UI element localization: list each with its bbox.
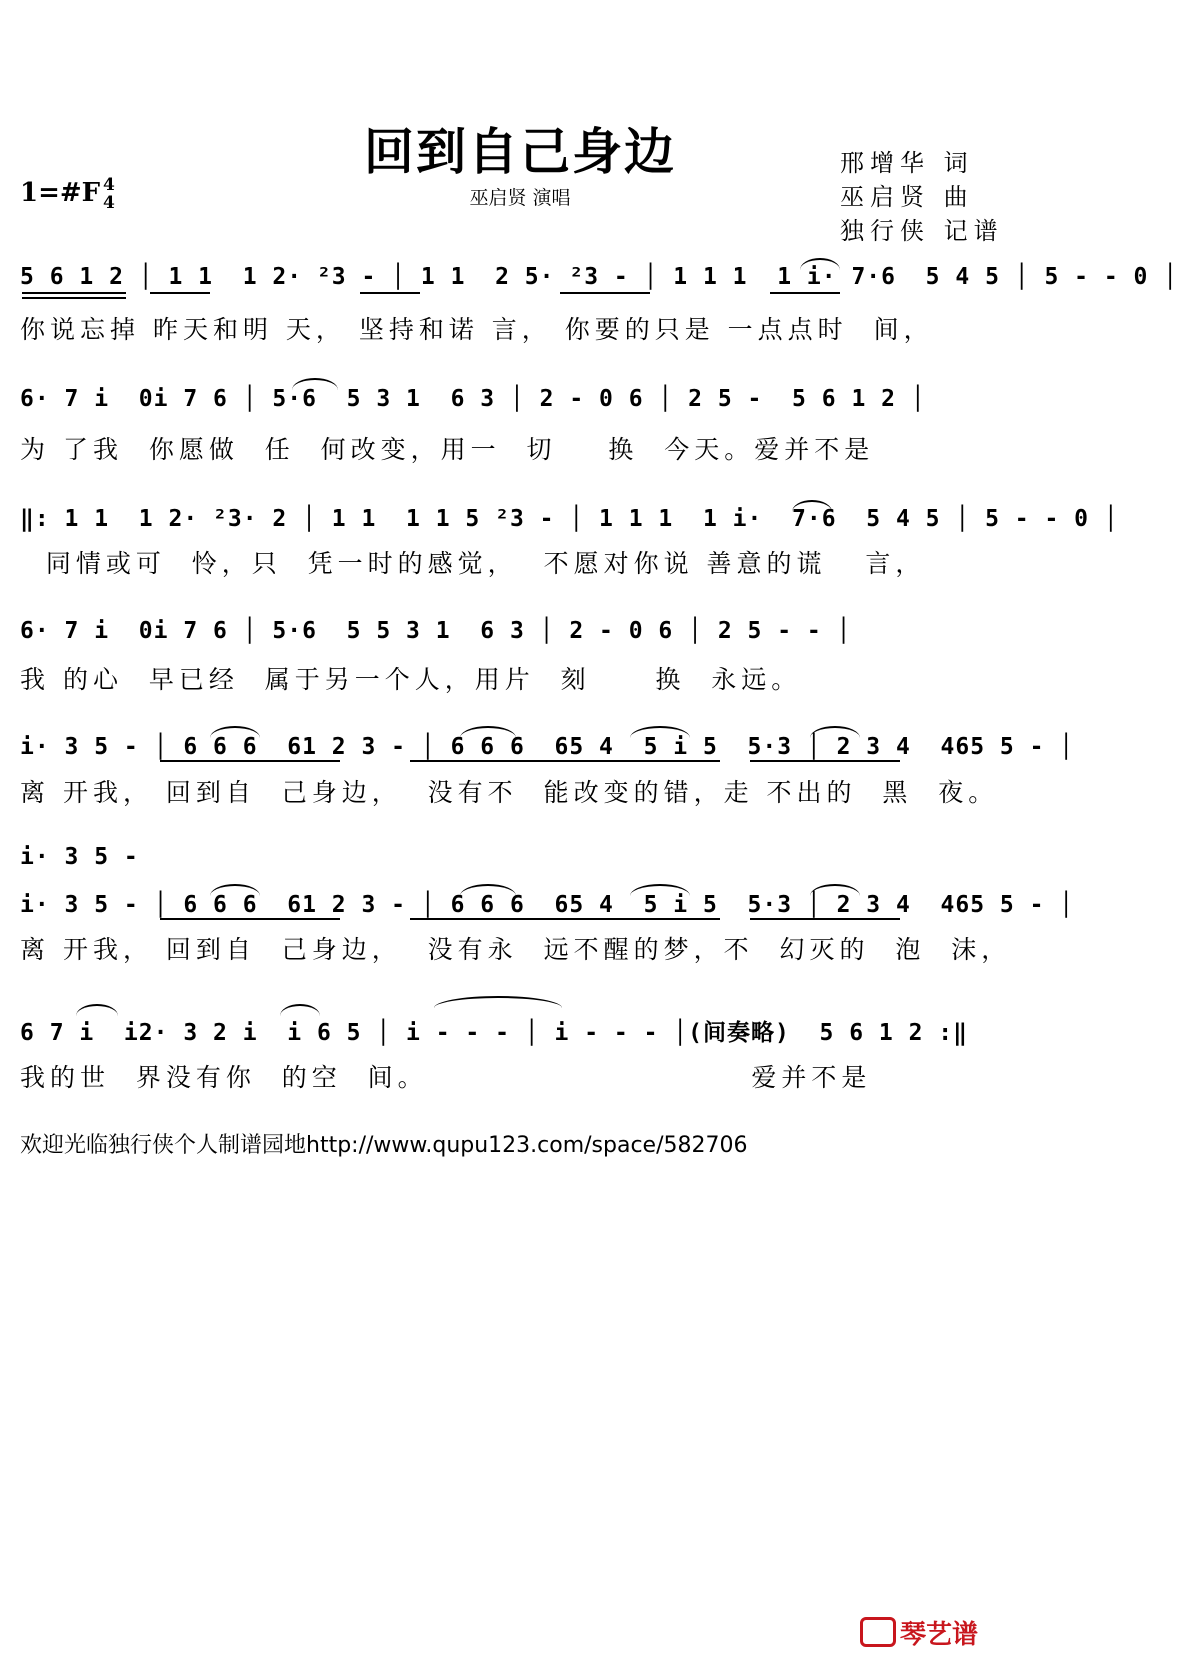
lyrics-row-5: 离 开我， 回到自 己身边， 没有不 能改变的错，走 不出的 黑 夜。 bbox=[20, 778, 999, 807]
slur bbox=[292, 378, 338, 390]
notes-row-8: 6 7 i i2· 3 2 i i 6 5 │ i - - - │ i - - - │(间奏略) 5 6 1 2 :‖ bbox=[20, 1020, 968, 1046]
notes-row-1: 5 6 1 2 │ 1 1 1 2· ²3 - │ 1 1 2 5· ²3 - │ 1 1 1 1 i· 7·6 5 4 5 │ 5 - - 0 │ bbox=[20, 264, 1178, 290]
lyrics-row-3: 同情或可 怜，只 凭一时的感觉， 不愿对你说 善意的谎 言， bbox=[20, 549, 926, 578]
lyrics-row-4: 我 的心 早已经 属于另一个人，用片 刻 换 永远。 bbox=[20, 665, 802, 694]
beam bbox=[750, 760, 900, 762]
slur bbox=[800, 258, 840, 270]
beam bbox=[22, 297, 126, 299]
beam bbox=[22, 292, 126, 294]
lyricist-credit: 邢增华 词 bbox=[840, 149, 974, 177]
beam bbox=[770, 292, 840, 294]
slur bbox=[792, 500, 832, 512]
logo-text: 琴艺谱 bbox=[900, 1620, 979, 1650]
lyrics-row-8: 我的世 界没有你 的空 间。 爱并不是 bbox=[20, 1063, 872, 1092]
slur bbox=[210, 726, 260, 738]
key-signature: 1=#F bbox=[20, 178, 101, 208]
lyrics-row-2: 为 了我 你愿做 任 何改变，用一 切 换 今天。爱并不是 bbox=[20, 435, 875, 464]
slur bbox=[280, 1004, 320, 1016]
notes-row-6: i· 3 5 - bbox=[20, 844, 139, 870]
credits-block bbox=[840, 146, 1004, 248]
transcriber-credit: 独行侠 记谱 bbox=[840, 217, 1004, 245]
composer-credit: 巫启贤 曲 bbox=[840, 183, 974, 211]
time-signature-bottom: 4 bbox=[103, 193, 115, 213]
time-signature-top: 4 bbox=[103, 175, 115, 195]
notes-row-7: i· 3 5 - │ 6 6 6 61 2 3 - │ 6 6 6 65 4 5 i 5 5·3 │ 2 3 4 465 5 - │ bbox=[20, 892, 1075, 918]
lyrics-row-7: 离 开我， 回到自 己身边， 没有永 远不醒的梦，不 幻灭的 泡 沫， bbox=[20, 935, 1012, 964]
beam bbox=[410, 760, 720, 762]
notes-row-3: ‖: 1 1 1 2· ²3· 2 │ 1 1 1 1 5 ²3 - │ 1 1 1 1 i· 7·6 5 4 5 │ 5 - - 0 │ bbox=[20, 506, 1119, 532]
beam bbox=[160, 760, 340, 762]
slur bbox=[630, 726, 690, 738]
notes-row-5: i· 3 5 - │ 6 6 6 61 2 3 - │ 6 6 6 65 4 5 i 5 5·3 │ 2 3 4 465 5 - │ bbox=[20, 734, 1075, 760]
slur bbox=[76, 1004, 118, 1016]
beam bbox=[160, 918, 340, 920]
slur bbox=[810, 726, 860, 738]
time-signature bbox=[103, 176, 115, 212]
site-logo bbox=[860, 1614, 978, 1651]
slur bbox=[210, 884, 260, 896]
logo-mark-icon bbox=[860, 1617, 896, 1647]
slur bbox=[630, 884, 690, 896]
singer-credit: 巫启贤 演唱 bbox=[469, 187, 571, 209]
beam bbox=[360, 292, 420, 294]
beam bbox=[410, 918, 720, 920]
slur bbox=[460, 726, 516, 738]
slur bbox=[810, 884, 860, 896]
tie bbox=[434, 996, 562, 1008]
footer-link-text: 欢迎光临独行侠个人制谱园地http://www.qupu123.com/space/582706 bbox=[20, 1133, 748, 1158]
lyrics-row-1: 你说忘掉 昨天和明 天， 坚持和诺 言， 你要的只是 一点点时 间， bbox=[20, 315, 934, 344]
slur bbox=[460, 884, 516, 896]
notes-row-2: 6· 7 i 0i 7 6 │ 5·6 5 3 1 6 3 │ 2 - 0 6 │ 2 5 - 5 6 1 2 │ bbox=[20, 386, 926, 412]
notes-row-4: 6· 7 i 0i 7 6 │ 5·6 5 5 3 1 6 3 │ 2 - 0 6 │ 2 5 - - │ bbox=[20, 618, 852, 644]
beam bbox=[150, 292, 210, 294]
beam bbox=[750, 918, 900, 920]
beam bbox=[560, 292, 650, 294]
song-title: 回到自己身边 bbox=[364, 122, 676, 181]
